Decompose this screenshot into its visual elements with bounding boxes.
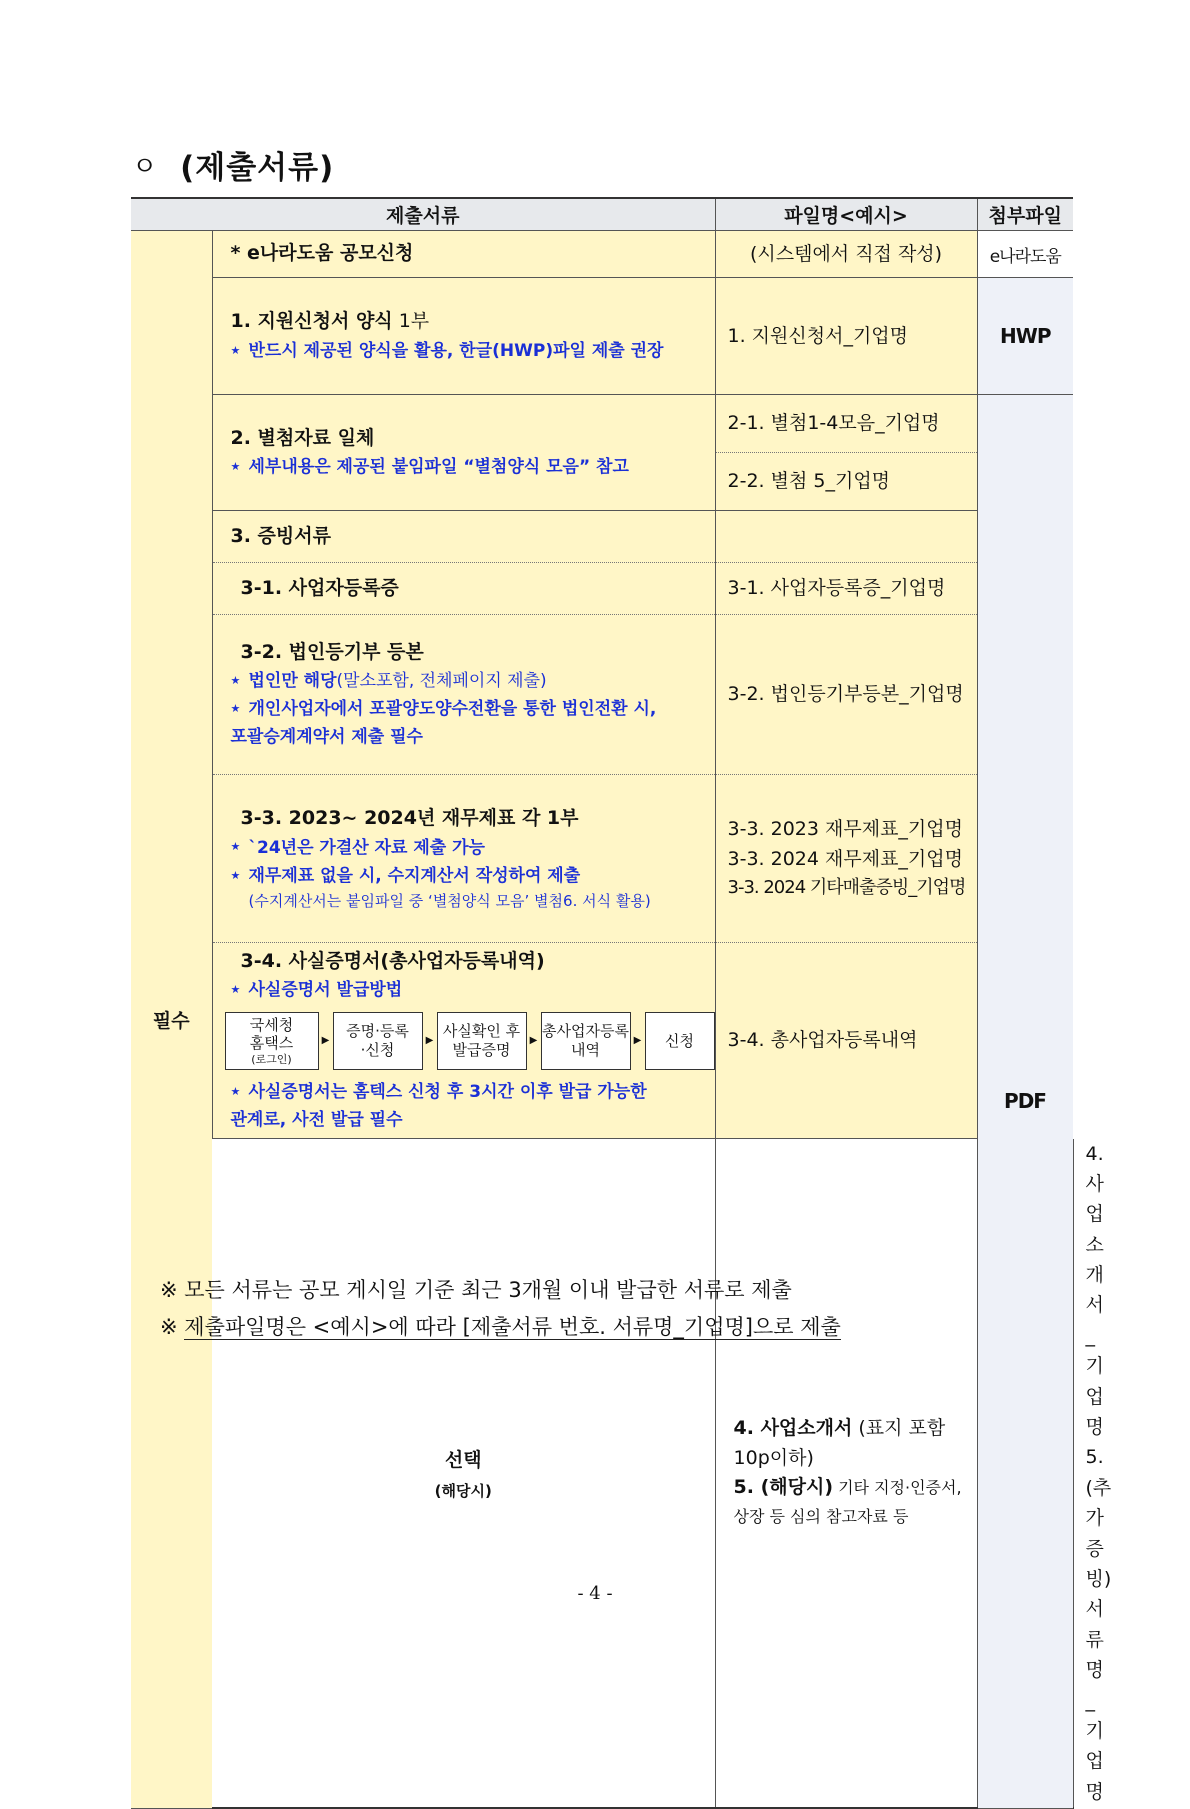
- item3-2-note2-line2: 포괄승계계약서 제출 필수: [230, 727, 423, 748]
- item3-4-filename: 3-4. 총사업자등록내역: [715, 943, 977, 1139]
- item3-4-cell: [212, 943, 715, 1139]
- category-required: 필수: [131, 231, 212, 1809]
- enara-title: * e나라도움 공모신청: [230, 242, 414, 265]
- table-row-item3-3: [131, 775, 1073, 943]
- category-optional: [212, 1139, 715, 1809]
- item5-title: 5. (해당시): [733, 1476, 833, 1499]
- arrow-right-icon: ▶: [321, 1035, 330, 1047]
- item3-3-filenames: [715, 775, 977, 943]
- section-heading: [132, 142, 334, 187]
- star-icon: ★: [230, 983, 241, 997]
- attach-pdf: PDF: [977, 395, 1073, 1809]
- flow-step-certificate: [333, 1012, 423, 1070]
- item3-2-filename: 3-2. 법인등기부등본_기업명: [715, 615, 977, 775]
- star-icon: ★: [230, 343, 241, 357]
- flow-step-hometax: [225, 1012, 319, 1070]
- item2-filename1: 2-1. 별첨1-4모음_기업명: [715, 395, 977, 453]
- item3-4-title: 3-4. 사실증명서(총사업자등록내역): [240, 949, 545, 972]
- table-row-item3-1: [131, 563, 1073, 615]
- item3-4-note2-line2: 관계로, 사전 발급 필수: [230, 1110, 403, 1131]
- arrow-right-icon: ▶: [529, 1035, 538, 1047]
- star-icon: ★: [230, 460, 241, 474]
- item3-4-note2-line1: 사실증명서는 홈텍스 신청 후 3시간 이후 발급 가능한: [248, 1082, 647, 1103]
- flow-step-apply: [645, 1012, 715, 1070]
- table-row-enara: [131, 231, 1073, 278]
- item3-3-filename1: 3-3. 2023 재무제표_기업명: [727, 817, 963, 840]
- star-icon: ★: [230, 868, 241, 882]
- flow-step5: 신청: [665, 1031, 694, 1050]
- footnote-2: [160, 1309, 841, 1346]
- item3-2-cell: [212, 615, 715, 775]
- header-filename: 파일명<예시>: [715, 198, 977, 231]
- table-row-item2a: [131, 395, 1073, 453]
- item3-3-cell: [212, 775, 715, 943]
- table-row-item3-2: [131, 615, 1073, 775]
- item3-3-title: 3-3. 2023~ 2024년 재무제표 각 1부: [240, 807, 579, 830]
- issuance-flow: [225, 1012, 715, 1070]
- item2-filename2: 2-2. 별첨 5_기업명: [715, 453, 977, 511]
- star-icon: ★: [230, 1085, 241, 1099]
- footnote-2-text: 제출파일명은 <예시>에 따라 [제출서류 번호. 서류명_기업명]으로 제출: [184, 1314, 841, 1339]
- item4-detail: (표지 포함 10p이하): [733, 1417, 946, 1469]
- enara-filename: (시스템에서 직접 작성): [715, 231, 977, 278]
- star-icon: ★: [230, 674, 241, 688]
- star-icon: ★: [230, 840, 241, 854]
- item1-title: 1. 지원신청서 양식: [230, 310, 393, 333]
- arrow-right-icon: ▶: [425, 1035, 434, 1047]
- optional-cell: [715, 1139, 977, 1809]
- item1-note: 반드시 제공된 양식을 활용, 한글(HWP)파일 제출 권장: [248, 340, 664, 361]
- flow-step2-line2: ·신청: [360, 1041, 395, 1060]
- item1-cell: [212, 278, 715, 395]
- flow-step2-line1: 증명·등록: [346, 1022, 409, 1041]
- flow-step1-line2: 홈택스: [249, 1034, 294, 1053]
- item2-note: 세부내용은 제공된 붙임파일 “별첨양식 모음” 참고: [248, 457, 629, 478]
- category-optional-label: 선택: [444, 1449, 482, 1472]
- table-row-item3-4: [131, 943, 1073, 1139]
- item3-1-cell: [212, 563, 715, 615]
- item3-1-title: 3-1. 사업자등록증: [240, 576, 399, 599]
- item3-3-note2: 재무제표 없을 시, 수지계산서 작성하여 제출: [248, 865, 581, 886]
- table-header-row: [131, 198, 1073, 231]
- bullet-circle: ㅇ: [132, 152, 159, 182]
- item1-count: 1부: [392, 310, 430, 333]
- flow-step1-line1: 국세청: [249, 1015, 294, 1034]
- flow-step-fact-check: [437, 1012, 527, 1070]
- item3-3-note3: (수지계산서는 붙임파일 중 ‘별첨양식 모음’ 별첨6. 서식 활용): [248, 891, 651, 910]
- footnotes: [160, 1272, 841, 1346]
- item3-2-note1-bold: 법인만 해당: [248, 671, 337, 692]
- item2-cell: [212, 395, 715, 511]
- flow-step3-line1: 사실확인 후: [442, 1022, 521, 1041]
- footnote-1: ※ 모든 서류는 공모 게시일 기준 최근 3개월 이내 발급한 서류로 제출: [160, 1278, 792, 1302]
- item3-2-note2-line1: 개인사업자에서 포괄양도양수전환을 통한 법인전환 시,: [248, 699, 657, 720]
- category-optional-sub: (해당시): [434, 1482, 492, 1501]
- heading-text: (제출서류): [180, 150, 335, 186]
- flow-step1-line3: (로그인): [251, 1053, 292, 1067]
- item3-2-title: 3-2. 법인등기부 등본: [240, 640, 424, 663]
- item3-1-filename: 3-1. 사업자등록증_기업명: [715, 563, 977, 615]
- item3-3-filename2: 3-3. 2024 재무제표_기업명: [727, 848, 963, 871]
- enara-cell: [212, 231, 715, 278]
- arrow-right-icon: ▶: [633, 1035, 642, 1047]
- page-number: - 4 -: [577, 1583, 613, 1604]
- header-attach: 첨부파일: [977, 198, 1073, 231]
- item3-2-note1-plain: (말소포함, 전체페이지 제출): [336, 671, 547, 692]
- attach-hwp: HWP: [977, 278, 1073, 395]
- table-row-item3: [131, 511, 1073, 563]
- star-icon: ★: [230, 702, 241, 716]
- item5-detail: 기타 지정·인증서, 상장 등 심의 참고자료 등: [733, 1478, 962, 1527]
- item3-cell: [212, 511, 715, 563]
- item3-filename-empty: [715, 511, 977, 563]
- table-row-optional: 선택 (해당시) 4. 사업소개서 (표지 포함 10p이하) 5. (해당시) 기타 지정·인증서, 상장 등 심의 참고자료 등 4. 사업소개서_기업명 5. (추가증빙)서류명_기업명: [131, 1139, 1073, 1809]
- flow-step4-line2: 내역: [571, 1041, 600, 1060]
- table-row-item1: [131, 278, 1073, 395]
- item3-3-note1: `24년은 가결산 자료 제출 가능: [248, 837, 485, 858]
- footnote-2-mark: ※: [160, 1314, 185, 1339]
- flow-step3-line2: 발급증명: [452, 1041, 511, 1060]
- header-docs: 제출서류: [131, 198, 715, 231]
- submission-documents-table: [131, 197, 1112, 1809]
- flow-step-business-history: [541, 1012, 631, 1070]
- item3-4-note1: 사실증명서 발급방법: [248, 980, 403, 1001]
- item3-title: 3. 증빙서류: [230, 524, 331, 547]
- attach-enara: e나라도움: [977, 231, 1073, 278]
- item2-title: 2. 별첨자료 일체: [230, 426, 375, 449]
- item4-title: 4. 사업소개서: [733, 1417, 853, 1440]
- item1-filename: 1. 지원신청서_기업명: [715, 278, 977, 395]
- flow-step4-line1: 총사업자등록: [542, 1022, 629, 1041]
- item3-3-filename3: 3-3. 2024 기타매출증빙_기업명: [727, 877, 966, 899]
